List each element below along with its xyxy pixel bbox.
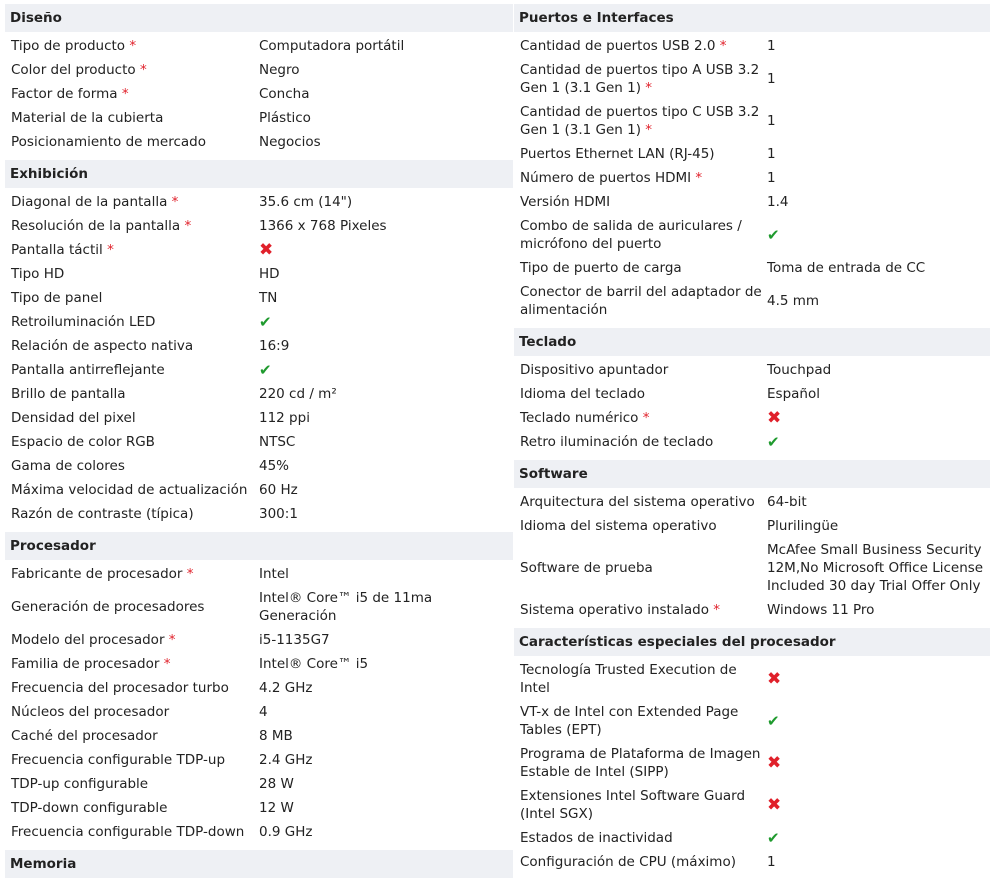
required-asterisk: * [171,194,179,210]
spec-value: Español [767,386,820,402]
spec-label [5,751,259,769]
spec-label-text: Generación de procesadores [11,599,205,615]
spec-label-text: Idioma del sistema operativo [520,518,717,534]
spec-label-text: Combo de salida de auriculares / micrófono del puerto [520,218,742,252]
checkmark-icon: ✔ [767,712,780,730]
spec-label-text: TDP-up configurable [11,776,149,792]
spec-label [5,385,259,403]
spec-value: 4.2 GHz [259,680,313,696]
required-asterisk: * [139,62,147,78]
spec-row [5,190,513,214]
spec-row [5,796,513,820]
spec-column-right [514,4,990,880]
spec-label-text: Relación de aspecto nativa [11,338,194,354]
spec-label [514,829,767,847]
spec-label-text: Idioma del teclado [520,386,646,402]
spec-row [514,406,990,430]
required-asterisk: * [713,602,721,618]
spec-value: 4 [259,704,268,720]
spec-label [514,853,767,871]
spec-value: Negocios [259,134,321,150]
spec-value: Windows 11 Pro [767,602,875,618]
spec-value: 16:9 [259,338,290,354]
spec-row [514,100,990,142]
spec-value: 112 ppi [259,410,310,426]
spec-label-text: Frecuencia del procesador turbo [11,680,229,696]
spec-value: 1.4 [767,194,789,210]
spec-section-puertos-e-interfaces [514,4,990,328]
spec-row [5,676,513,700]
spec-row [5,430,513,454]
spec-value: Computadora portátil [259,38,405,54]
spec-row [514,34,990,58]
spec-row [5,586,513,628]
cross-icon: ✖ [767,408,782,428]
required-asterisk: * [645,80,653,96]
spec-label [5,457,259,475]
spec-row [5,310,513,334]
spec-row [514,490,990,514]
section-heading: Exhibición [5,160,513,188]
section-heading: Diseño [5,4,513,32]
spec-row [5,562,513,586]
spec-row [5,286,513,310]
spec-label [5,361,259,379]
spec-label [514,169,767,187]
spec-section-procesador [5,532,513,850]
spec-label [5,799,259,817]
spec-section-diseno [5,4,513,160]
required-asterisk: * [642,410,650,426]
spec-label-text: Cantidad de puertos tipo C USB 3.2 Gen 1 (3.1 Gen 1) [520,104,760,138]
spec-label-text: Teclado numérico [520,410,639,426]
spec-label-text: Software de prueba [520,560,653,576]
spec-row [5,214,513,238]
spec-label [514,493,767,511]
required-asterisk: * [719,38,727,54]
spec-label [514,193,767,211]
spec-label [5,565,259,583]
spec-row [5,502,513,526]
spec-label [514,787,767,823]
spec-label-text: Tecnología Trusted Execution de Intel [520,662,737,696]
section-heading: Puertos e Interfaces [514,4,990,32]
spec-value: 1 [767,71,776,87]
spec-row [514,256,990,280]
spec-row [514,598,990,622]
spec-value: Intel® Core™ i5 [259,656,369,672]
spec-label [514,409,767,427]
spec-row [514,826,990,850]
spec-value: 8 MB [259,728,293,744]
spec-value: Intel® Core™ i5 de 11ma Generación [259,590,433,624]
checkmark-icon: ✔ [767,226,780,244]
spec-row [5,652,513,676]
spec-row [5,358,513,382]
spec-row [5,130,513,154]
spec-row [5,700,513,724]
spec-label-text: Diagonal de la pantalla [11,194,168,210]
spec-label-text: Tipo de puerto de carga [520,260,682,276]
spec-label [5,679,259,697]
spec-label [514,433,767,451]
spec-label [514,259,767,277]
spec-label-text: Núcleos del procesador [11,704,170,720]
spec-label [5,337,259,355]
spec-label [514,217,767,253]
spec-label-text: Frecuencia configurable TDP-down [11,824,245,840]
spec-row [5,748,513,772]
spec-label [514,703,767,739]
section-spacer [514,874,990,880]
spec-value: 60 Hz [259,482,298,498]
spec-label-text: Conector de barril del adaptador de alimentación [520,284,762,318]
spec-value: Plurilingüe [767,518,839,534]
cross-icon: ✖ [259,240,274,260]
spec-label-text: Razón de contraste (típica) [11,506,194,522]
spec-label-text: Material de la cubierta [11,110,164,126]
spec-label-text: Color del producto [11,62,136,78]
spec-value: 45% [259,458,290,474]
cross-icon: ✖ [767,795,782,815]
spec-row [514,784,990,826]
spec-label [5,703,259,721]
spec-label-text: TDP-down configurable [11,800,168,816]
spec-row [5,58,513,82]
spec-section-software [514,460,990,628]
spec-row [514,190,990,214]
spec-label-text: Retro iluminación de teclado [520,434,714,450]
spec-value: TN [259,290,278,306]
spec-row [5,406,513,430]
required-asterisk: * [695,170,703,186]
spec-row [5,334,513,358]
spec-label-text: Modelo del procesador [11,632,165,648]
section-heading: Memoria [5,850,513,878]
spec-row [514,280,990,322]
spec-label [514,145,767,163]
spec-label-text: Sistema operativo instalado [520,602,709,618]
spec-row [514,850,990,874]
spec-label [514,385,767,403]
spec-label [5,775,259,793]
spec-section-teclado [514,328,990,460]
required-asterisk: * [168,632,176,648]
spec-label-text: Posicionamiento de mercado [11,134,206,150]
spec-label-text: Retroiluminación LED [11,314,156,330]
spec-label [514,559,767,577]
spec-label-text: Tipo HD [11,266,65,282]
spec-label [514,745,767,781]
spec-label-text: Extensiones Intel Software Guard (Intel SGX) [520,788,746,822]
section-heading: Software [514,460,990,488]
spec-label [5,631,259,649]
spec-row [5,772,513,796]
spec-value: HD [259,266,280,282]
spec-value: Intel [259,566,289,582]
spec-label-text: Caché del procesador [11,728,158,744]
spec-row [514,58,990,100]
spec-value: 1 [767,146,776,162]
spec-label [514,661,767,697]
spec-row [5,238,513,262]
spec-value: McAfee Small Business Security 12M,No Microsoft Office License Included 30 day Trial Offer Only [767,542,984,594]
spec-label [514,361,767,379]
section-spacer [5,880,513,886]
spec-label [5,313,259,331]
spec-label [5,598,259,616]
spec-row [5,454,513,478]
cross-icon: ✖ [767,753,782,773]
spec-row [514,358,990,382]
spec-label [5,85,259,103]
spec-value: 300:1 [259,506,298,522]
required-asterisk: * [129,38,137,54]
spec-row [5,478,513,502]
spec-label-text: Cantidad de puertos tipo A USB 3.2 Gen 1 (3.1 Gen 1) [520,62,760,96]
required-asterisk: * [121,86,129,102]
checkmark-icon: ✔ [259,361,272,379]
spec-value: 1366 x 768 Pixeles [259,218,387,234]
spec-row [514,142,990,166]
spec-label-text: Densidad del pixel [11,410,136,426]
spec-label-text: Arquitectura del sistema operativo [520,494,755,510]
spec-row [5,628,513,652]
cross-icon: ✖ [767,669,782,689]
spec-label [514,283,767,319]
spec-value: 0.9 GHz [259,824,313,840]
spec-label [5,193,259,211]
spec-label-text: Frecuencia configurable TDP-up [11,752,226,768]
spec-label-text: Pantalla antirreflejante [11,362,165,378]
spec-row [5,34,513,58]
spec-label-text: Pantalla táctil [11,242,103,258]
spec-label-text: Fabricante de procesador [11,566,183,582]
spec-row [514,430,990,454]
required-asterisk: * [184,218,192,234]
spec-section-caracteristicas-especiales-del-procesador [514,628,990,880]
spec-label [5,109,259,127]
spec-label-text: VT-x de Intel con Extended Page Tables (EPT) [520,704,739,738]
spec-label-text: Gama de colores [11,458,125,474]
spec-label [5,241,259,259]
spec-value: 1 [767,113,776,129]
section-heading: Características especiales del procesador [514,628,990,656]
spec-label [5,823,259,841]
spec-row [5,262,513,286]
spec-row [514,538,990,598]
spec-label [514,103,767,139]
spec-label-text: Brillo de pantalla [11,386,126,402]
required-asterisk: * [163,656,171,672]
spec-label-text: Familia de procesador [11,656,160,672]
required-asterisk: * [107,242,114,258]
spec-label [514,37,767,55]
spec-value: Plástico [259,110,311,126]
spec-label-text: Cantidad de puertos USB 2.0 [520,38,716,54]
spec-row [514,166,990,190]
spec-label [5,265,259,283]
spec-label-text: Programa de Plataforma de Imagen Estable de Intel (SIPP) [520,746,761,780]
spec-value: 35.6 cm (14") [259,194,353,210]
spec-label [5,481,259,499]
spec-label [5,217,259,235]
spec-value: NTSC [259,434,296,450]
spec-label-text: Tipo de panel [11,290,103,306]
spec-value: 1 [767,170,776,186]
spec-row [514,700,990,742]
spec-row [514,382,990,406]
spec-section-memoria [5,850,513,886]
spec-label [5,505,259,523]
checkmark-icon: ✔ [259,313,272,331]
required-asterisk: * [186,566,194,582]
spec-value: 220 cd / m² [259,386,337,402]
spec-section-exhibicion [5,160,513,532]
spec-value: 64-bit [767,494,807,510]
spec-label [5,655,259,673]
spec-value: Toma de entrada de CC [767,260,926,276]
spec-row [5,820,513,844]
spec-value: 2.4 GHz [259,752,313,768]
spec-label-text: Configuración de CPU (máximo) [520,854,736,870]
spec-column-left [5,4,513,886]
spec-row [514,214,990,256]
spec-label [514,517,767,535]
spec-label [5,37,259,55]
checkmark-icon: ✔ [767,433,780,451]
section-heading: Procesador [5,532,513,560]
spec-value: Concha [259,86,310,102]
spec-row [5,382,513,406]
spec-value: i5-1135G7 [259,632,330,648]
spec-value: Negro [259,62,300,78]
spec-label-text: Factor de forma [11,86,118,102]
spec-row [5,724,513,748]
spec-value: 1 [767,38,776,54]
spec-label-text: Tipo de producto [11,38,126,54]
spec-value: 28 W [259,776,294,792]
spec-value: 1 [767,854,776,870]
spec-row [514,658,990,700]
section-heading: Teclado [514,328,990,356]
spec-label [5,133,259,151]
spec-label-text: Resolución de la pantalla [11,218,181,234]
spec-value: 12 W [259,800,294,816]
spec-label-text: Versión HDMI [520,194,611,210]
spec-label-text: Puertos Ethernet LAN (RJ-45) [520,146,715,162]
spec-label [5,727,259,745]
spec-label-text: Dispositivo apuntador [520,362,669,378]
spec-label [514,601,767,619]
spec-label-text: Espacio de color RGB [11,434,155,450]
spec-label-text: Número de puertos HDMI [520,170,692,186]
checkmark-icon: ✔ [767,829,780,847]
spec-label [5,433,259,451]
spec-row [5,106,513,130]
spec-value: Touchpad [767,362,832,378]
spec-label [5,289,259,307]
required-asterisk: * [645,122,653,138]
spec-label-text: Máxima velocidad de actualización [11,482,248,498]
spec-value: 4.5 mm [767,293,820,309]
spec-label [5,409,259,427]
spec-row [514,514,990,538]
spec-row [5,82,513,106]
spec-label [5,61,259,79]
spec-row [514,742,990,784]
spec-label-text: Estados de inactividad [520,830,673,846]
spec-label [514,61,767,97]
